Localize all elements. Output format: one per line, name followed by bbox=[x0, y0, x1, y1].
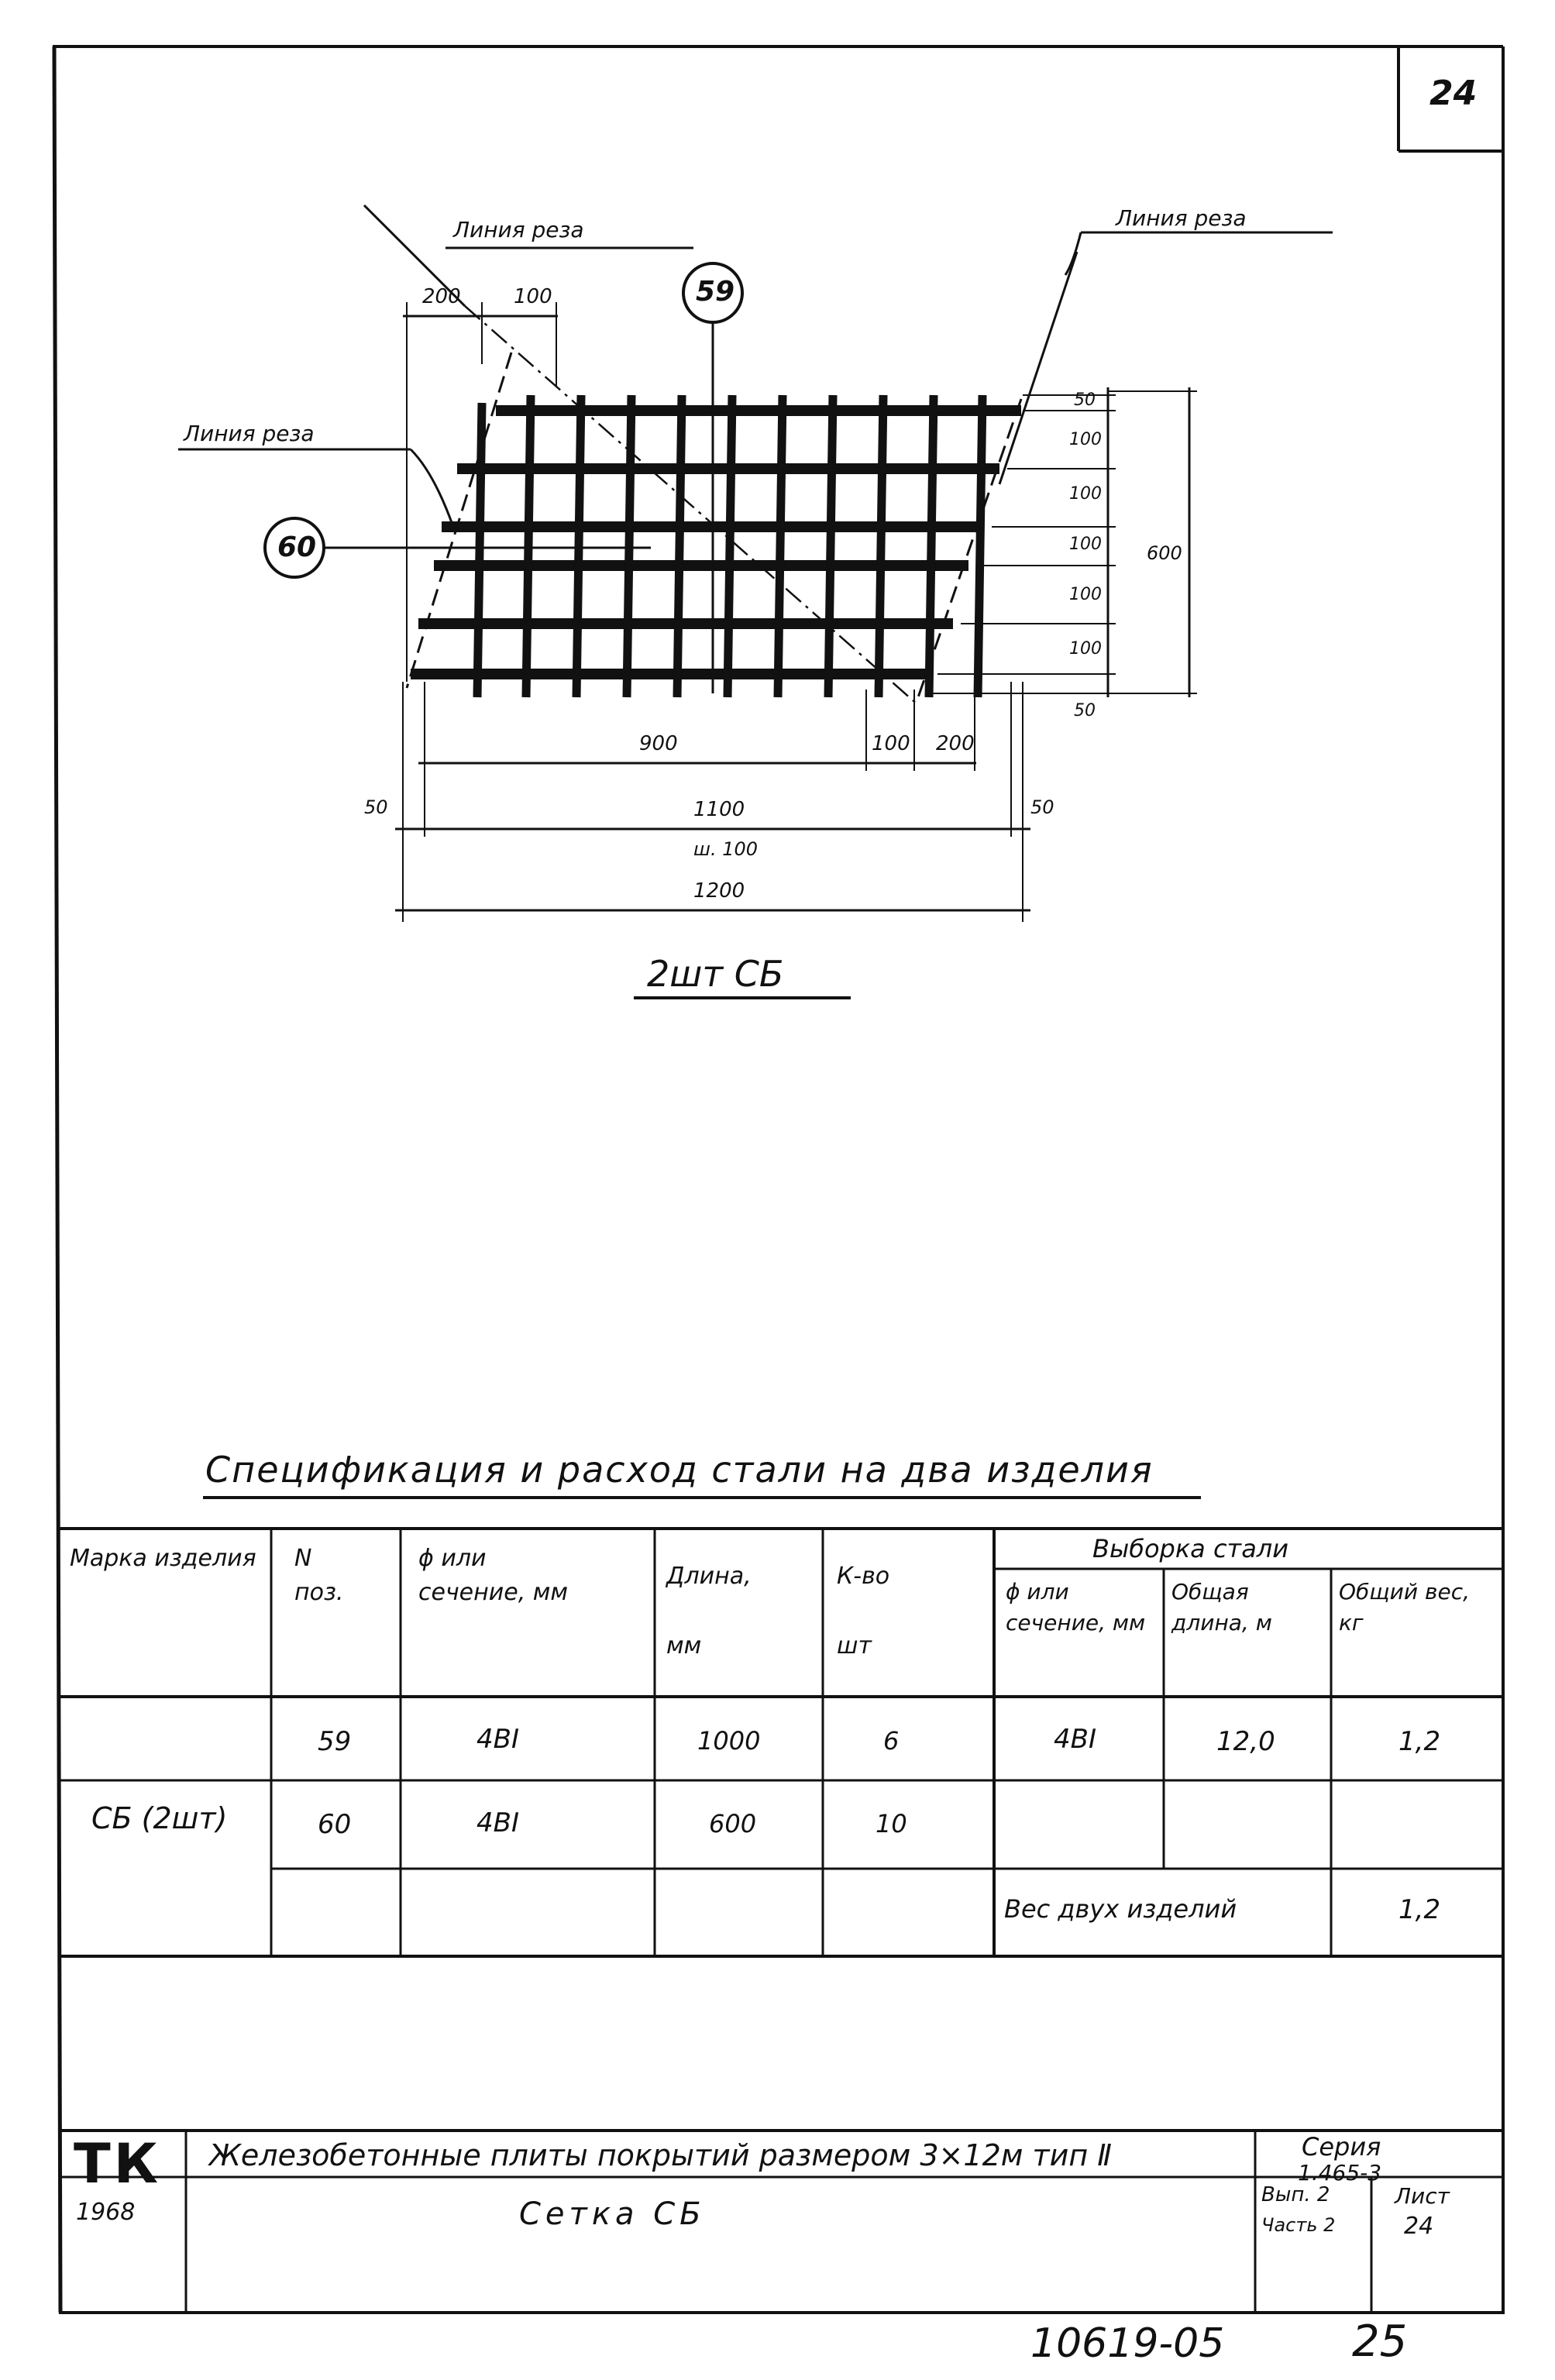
list-value: 24 bbox=[1404, 2213, 1434, 2240]
dim-v-100-e: 100 bbox=[1069, 639, 1102, 659]
part: Часть 2 bbox=[1261, 2214, 1336, 2236]
total-value: 1,2 bbox=[1398, 1894, 1441, 1925]
org-logo: ТК bbox=[74, 2132, 161, 2196]
row1-length: 1000 bbox=[697, 1726, 761, 1756]
mark-value: СБ (2шт) bbox=[91, 1801, 228, 1835]
series-value: 1.465-3 bbox=[1298, 2160, 1382, 2186]
row2-length: 600 bbox=[709, 1809, 757, 1838]
dim-v-600: 600 bbox=[1147, 542, 1182, 564]
dim-top-100: 100 bbox=[514, 285, 552, 308]
dim-top-200: 200 bbox=[422, 285, 461, 308]
hdr-selection: Выборка стали bbox=[1092, 1534, 1289, 1563]
dim-b-900: 900 bbox=[639, 732, 678, 755]
dim-b-step: ш. 100 bbox=[693, 838, 759, 860]
dim-v-100-c: 100 bbox=[1069, 535, 1102, 554]
hdr-length: Длина, мм bbox=[666, 1563, 752, 1659]
row1-sel-section: 4ВⅠ bbox=[1054, 1724, 1096, 1755]
hdr-sel-weight: Общий вес, кг bbox=[1339, 1579, 1470, 1635]
dim-l-50: 50 bbox=[364, 796, 388, 818]
corner-sheet-number: 24 bbox=[1429, 74, 1478, 113]
dim-v-100-b: 100 bbox=[1069, 484, 1102, 504]
dim-v-50-top: 50 bbox=[1074, 390, 1096, 410]
dim-b-200: 200 bbox=[936, 732, 975, 755]
cut-line-label-left: Линия реза bbox=[184, 421, 315, 446]
dim-v-50-bot: 50 bbox=[1074, 701, 1096, 721]
row2-qty: 10 bbox=[876, 1809, 907, 1838]
series-label: Серия bbox=[1302, 2132, 1381, 2162]
bottom-page: 25 bbox=[1352, 2316, 1408, 2367]
row1-qty: 6 bbox=[883, 1726, 900, 1756]
dim-b-1100: 1100 bbox=[693, 798, 745, 821]
dim-b-1200: 1200 bbox=[693, 879, 745, 903]
cut-line-label-right-top: Линия реза bbox=[1116, 205, 1247, 231]
total-label: Вес двух изделий bbox=[1004, 1894, 1237, 1924]
spec-title: Спецификация и расход стали на два изделия bbox=[205, 1449, 1154, 1491]
dim-v-100-d: 100 bbox=[1069, 585, 1102, 604]
hdr-pos: N поз. bbox=[294, 1545, 344, 1606]
dim-b-100: 100 bbox=[872, 732, 910, 755]
doc-title: Железобетонные плиты покрытий размером 3×12м тип Ⅱ bbox=[209, 2138, 1112, 2172]
issue: Вып. 2 bbox=[1261, 2183, 1330, 2206]
cut-line-label-left-top: Линия реза bbox=[453, 217, 584, 242]
hdr-mark: Марка изделия bbox=[70, 1545, 256, 1572]
list-label: Лист bbox=[1395, 2183, 1450, 2209]
dim-r-50: 50 bbox=[1030, 796, 1054, 818]
sheet-name: Сетка СБ bbox=[519, 2196, 706, 2232]
row1-section: 4ВⅠ bbox=[476, 1724, 519, 1755]
row1-sel-length: 12,0 bbox=[1216, 1726, 1275, 1757]
position-60-marker: 60 bbox=[277, 531, 317, 563]
row1-sel-weight: 1,2 bbox=[1398, 1726, 1441, 1757]
hdr-section: ϕ или сечение, мм bbox=[418, 1545, 569, 1606]
year: 1968 bbox=[76, 2199, 136, 2226]
drawing-caption: 2шт СБ bbox=[647, 953, 784, 995]
row2-pos: 60 bbox=[318, 1809, 352, 1840]
row1-pos: 59 bbox=[318, 1726, 352, 1757]
hdr-sel-section: ϕ или сечение, мм bbox=[1006, 1579, 1146, 1635]
row2-section: 4ВⅠ bbox=[476, 1807, 519, 1838]
bottom-code: 10619-05 bbox=[1030, 2320, 1225, 2367]
hdr-sel-length: Общая длина, м bbox=[1171, 1579, 1272, 1635]
dim-v-100-a: 100 bbox=[1069, 430, 1102, 449]
hdr-qty: К-во шт bbox=[837, 1563, 890, 1659]
position-59-marker: 59 bbox=[696, 276, 735, 308]
